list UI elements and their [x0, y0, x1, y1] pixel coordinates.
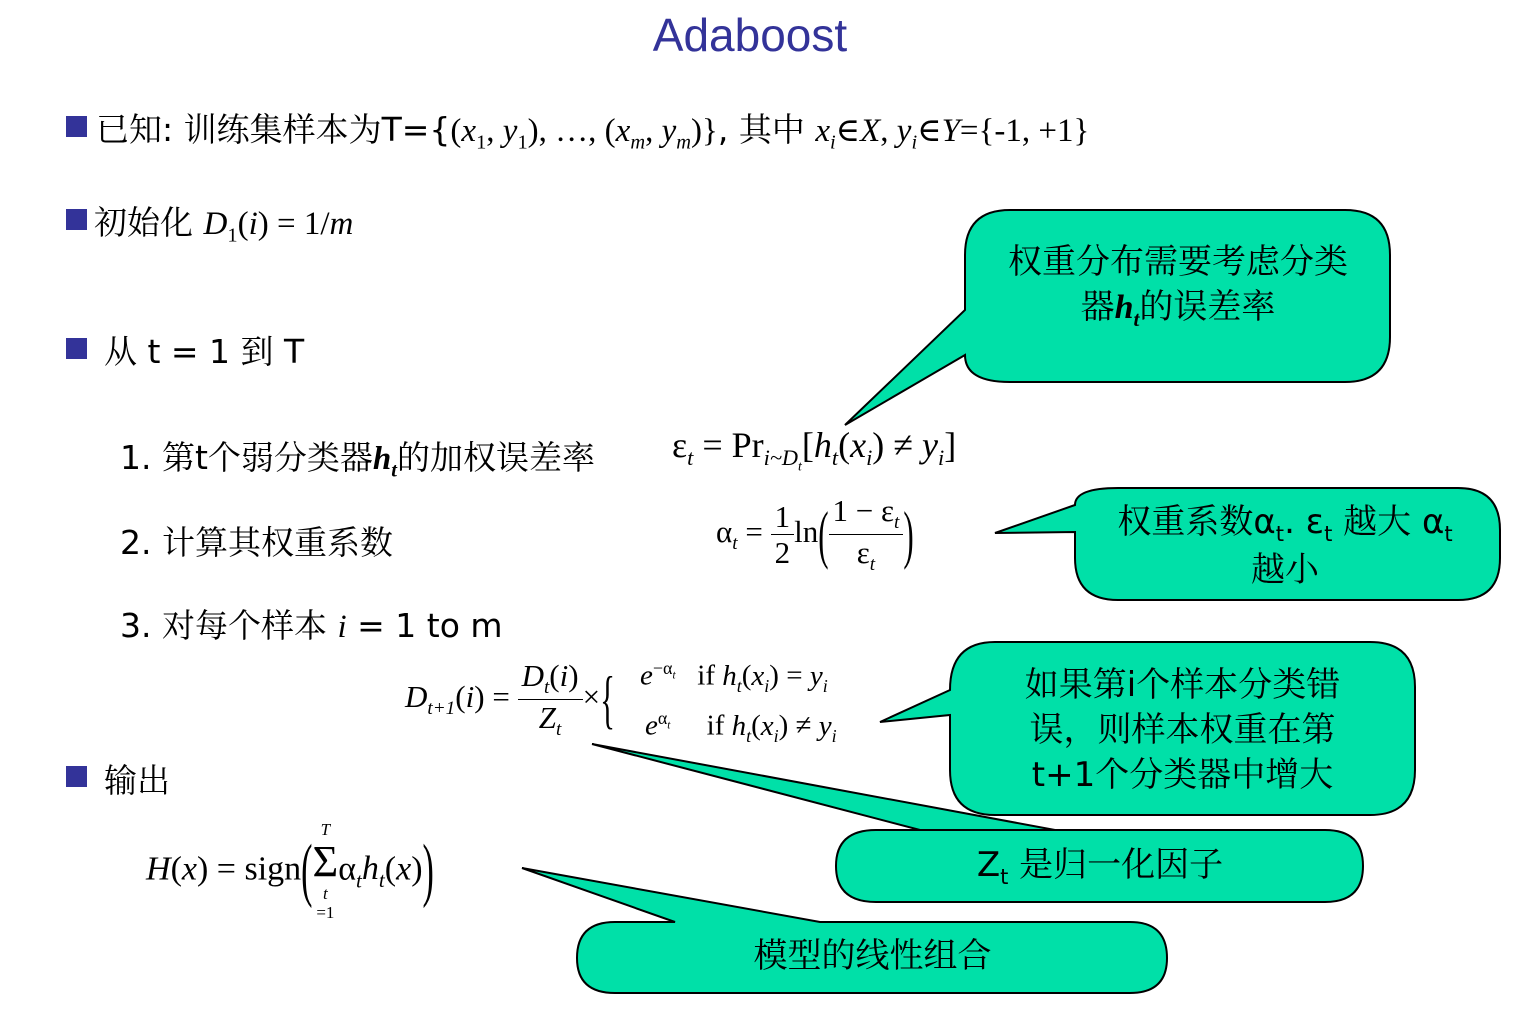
epsilon-formula: $\varepsilon_t = Pr_{i\sim D_t}[h_t(x_i) \ne y_i]$ [672, 425, 957, 474]
bullet-marker [66, 209, 87, 230]
slide-title: Adaboost [652, 9, 848, 61]
step-3-var: i [337, 609, 347, 645]
bullet-marker [66, 116, 87, 137]
bullet-marker [66, 338, 87, 359]
callout-alpha [1080, 500, 1490, 592]
callout-ht: $h_t$ [1114, 288, 1140, 331]
callout-model: 模型的线性组合 [753, 936, 992, 976]
callout-weight-dist-line1: 权重分布需要考虑分类 [1008, 242, 1348, 282]
step-3-text: 3. 对每个样本 [120, 606, 338, 645]
init-formula: $D_1(i) = 1/m$ [203, 206, 354, 247]
known-mid: , 其中 [717, 110, 816, 149]
step-1-after: 的加权误差率 [396, 438, 595, 477]
known-prefix: 已知: 训练集样本为T={ [96, 110, 451, 149]
known-statement [96, 104, 1089, 155]
callout-znorm: $Z_t$ 是归一化因子 [976, 845, 1224, 889]
step-1 [120, 432, 595, 483]
init-statement [94, 197, 353, 248]
update-case-2: $e^{\alpha_t}$ if $h_t(x_i) \ne y_i$ [645, 708, 837, 746]
callout-weight-dist-line2: 器$h_t$的误差率 [1080, 286, 1276, 331]
step-1-ht: $h_t$ [372, 441, 397, 482]
callout-alpha-line2: 越小 [1251, 549, 1319, 590]
callout-misclass [960, 663, 1405, 798]
callout-misclass-line3: t+1个分类器中增大 [1031, 754, 1334, 795]
output-formula: H(x) = sign( T Σ t $=1\alpha_th_t(x)$) [146, 820, 434, 923]
callout-misclass-line1: 如果第i个样本分类错 [1024, 665, 1341, 705]
alpha-formula: $\alpha_t$ = $\frac{1}{2}$ ln( $\frac{1 - \varepsilon_t}{\varepsilon_t}$ ) [716, 493, 914, 576]
output-label: 输出 [104, 761, 170, 800]
if-label: if [697, 659, 715, 692]
step-3-after: = 1 to m [346, 606, 503, 645]
update-case-1: $e^{-\alpha_t}$ if $h_t(x_i) = y_i$ [640, 658, 828, 696]
step-1-text: 1. 第t个弱分类器 [120, 438, 373, 477]
if-label: if [706, 709, 725, 742]
bullet-marker [66, 766, 87, 787]
step-2: 2. 计算其权重系数 [120, 523, 393, 562]
callout-weight-dist [978, 240, 1378, 333]
update-formula: $D_{t+1}(i)$ = $\frac{D_t(i)}{Z_t}$ ×{ [405, 658, 615, 741]
callout-alpha-line1: 权重系数$\alpha_t$. $\varepsilon_t$ 越大 $\alpha_t$ [1117, 502, 1453, 546]
known-domain: $x_i\in X$, $y_i\in Y=\{-1$, +1} [815, 113, 1090, 154]
loop-label: 从 t = 1 到 T [104, 332, 305, 371]
init-label: 初始化 [94, 203, 204, 242]
callout-misclass-line2: 误，则样本权重在第 [1029, 709, 1336, 750]
step-3 [120, 600, 503, 647]
known-set: ($x_1$, $y_1$), …, ($x_m$, $y_m$)} [450, 113, 718, 154]
